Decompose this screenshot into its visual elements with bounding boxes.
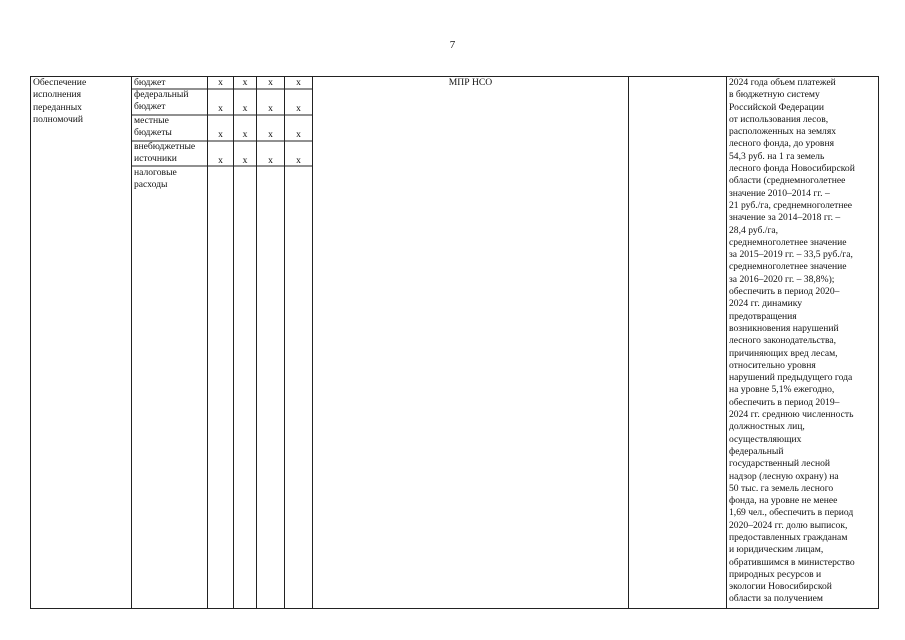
result-line: расположенных на землях <box>729 126 837 138</box>
mark-column <box>208 77 234 609</box>
mark: x <box>242 155 248 166</box>
source-label: федеральный бюджет <box>134 89 189 113</box>
executor-cell <box>313 77 629 609</box>
result-line: федеральный <box>729 445 784 457</box>
result-line: 2024 года объем платежей <box>729 77 836 88</box>
activity-cell <box>31 77 132 609</box>
result-line: Российской Федерации <box>729 101 824 113</box>
mark: x <box>218 103 223 114</box>
result-line: за 2016–2020 гг. – 38,8%); <box>729 273 835 285</box>
result-line: должностных лиц, <box>729 421 805 433</box>
source-label: внебюджетные источники <box>134 141 196 165</box>
result-line: области за получением <box>729 593 823 605</box>
funding-sources-cell <box>132 77 208 609</box>
mark: x <box>296 103 301 114</box>
executor-name: МПР НСО <box>448 77 493 88</box>
mark: x <box>242 129 248 140</box>
mark-column <box>285 77 313 609</box>
result-line: предоставленных гражданам <box>729 531 848 543</box>
result-line: относительно уровня <box>729 359 816 371</box>
result-line: 1,69 чел., обеспечить в период <box>729 507 854 519</box>
activity-name: Обеспечение исполнения переданных полномочий <box>33 77 87 125</box>
result-line: 28,4 руб./га, <box>729 224 779 236</box>
mark-column <box>234 77 257 609</box>
result-line: значение за 2014–2018 гг. – <box>729 212 841 224</box>
result-line: причиняющих вред лесам, <box>729 347 838 359</box>
result-line: обратившимся в министерство <box>729 556 855 568</box>
result-line: среднемноголетнее значение <box>729 236 847 248</box>
mark: x <box>296 129 301 140</box>
result-line: нарушений предыдущего года <box>729 372 853 384</box>
result-line: в бюджетную систему <box>729 89 820 101</box>
result-line: предотвращения <box>729 310 797 322</box>
empty-cell <box>629 77 727 609</box>
result-line: лесного фонда, до уровня <box>729 138 834 150</box>
source-label: местные бюджеты <box>134 115 172 139</box>
result-line: на уровне 5,1% ежегодно, <box>729 384 835 396</box>
result-line: возникновения нарушений <box>729 322 839 334</box>
expected-results-cell <box>727 77 879 609</box>
mark-column <box>257 77 285 609</box>
source-label: бюджет <box>134 77 166 88</box>
mark: x <box>268 103 273 114</box>
mark: x <box>218 77 223 88</box>
mark: x <box>296 77 301 88</box>
mark: x <box>268 77 273 88</box>
mark: x <box>268 129 273 140</box>
mark: x <box>296 155 301 166</box>
result-line: государственный лесной <box>729 458 831 470</box>
result-line: 50 тыс. га земель лесного <box>729 482 834 494</box>
result-line: и юридическим лицам, <box>729 544 824 556</box>
source-label: налоговые расходы <box>134 167 177 191</box>
table-row <box>31 77 879 609</box>
result-line: 21 руб./га, среднемноголетнее <box>729 199 852 211</box>
mark: x <box>218 129 223 140</box>
mark: x <box>242 77 248 88</box>
result-line: области (среднемноголетнее <box>729 175 846 187</box>
result-line: значение 2010–2014 гг. – <box>729 187 830 199</box>
result-line: фонда, на уровне не менее <box>729 495 838 507</box>
result-line: среднемноголетнее значение <box>729 261 847 273</box>
result-line: лесного законодательства, <box>729 335 837 347</box>
result-line: природных ресурсов и <box>729 568 822 580</box>
result-line: обеспечить в период 2019– <box>729 396 840 408</box>
mark: x <box>218 155 223 166</box>
result-line: экологии Новосибирской <box>729 581 832 593</box>
result-line: 2024 гг. динамику <box>729 298 803 310</box>
result-line: обеспечить в период 2020– <box>729 286 840 298</box>
result-line: осуществляющих <box>729 433 802 445</box>
result-line: 2024 гг. среднюю численность <box>729 409 854 421</box>
result-line: за 2015–2019 гг. – 33,5 руб./га, <box>729 249 853 261</box>
result-line: лесного фонда Новосибирской <box>729 163 855 175</box>
expected-results-text <box>729 77 876 606</box>
mark: x <box>242 103 248 114</box>
result-line: 2020–2024 гг. долю выписок, <box>729 519 848 531</box>
mark: x <box>268 155 273 166</box>
page-number: 7 <box>449 39 456 51</box>
result-line: 54,3 руб. на 1 га земель <box>729 150 825 162</box>
program-table <box>30 76 879 609</box>
result-line: от использования лесов, <box>729 113 829 125</box>
result-line: надзор (лесную охрану) на <box>729 470 839 482</box>
